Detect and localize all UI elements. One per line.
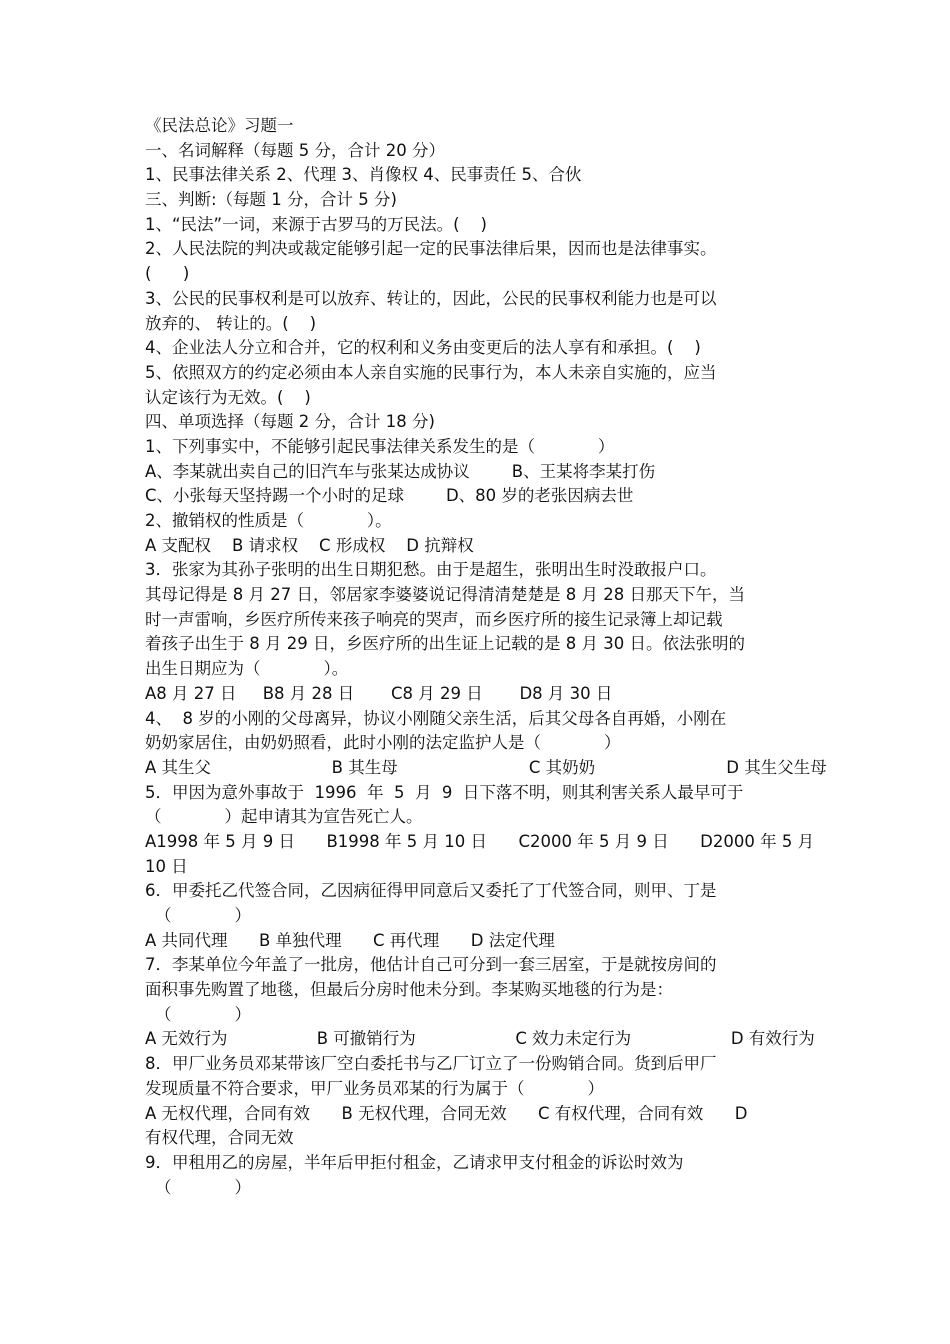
answer-options-line: A1998 年 5 月 9 日 B1998 年 5 月 10 日 C2000 年 5 月 9 日 D2000 年 5 月 xyxy=(145,831,815,851)
text-line: 有权代理，合同无效 xyxy=(145,1128,294,1148)
text-line: 放弃的、 转让的。( ) xyxy=(145,313,317,333)
question-line: 5．甲因为意外事故于 1996 年 5 月 9 日下落不明，则其利害关系人最早可于 xyxy=(145,782,744,802)
question-line: 2、人民法院的判决或裁定能够引起一定的民事法律后果，因而也是法律事实。 xyxy=(145,239,717,259)
answer-options-line: A8 月 27 日 B8 月 28 日 C8 月 29 日 D8 月 30 日 xyxy=(145,683,613,703)
text-line: 其母记得是 8 月 27 日，邻居家李婆婆说记得清清楚楚是 8 月 28 日那天下午，当 xyxy=(145,585,745,605)
section-heading: 一、名词解释（每题 5 分，合计 20 分） xyxy=(145,140,445,160)
text-line: （ ） xyxy=(155,1177,251,1197)
question-line: 6．甲委托乙代签合同，乙因病征得甲同意后又委托了丁代签合同，则甲、丁是 xyxy=(145,881,717,901)
section-heading: 三、判断:（每题 1 分，合计 5 分) xyxy=(145,190,397,210)
question-line: 5、依照双方的约定必须由本人亲自实施的民事行为，本人未亲自实施的，应当 xyxy=(145,362,717,382)
question-line: 3．张家为其孙子张明的出生日期犯愁。由于是超生，张明出生时没敢报户口。 xyxy=(145,560,717,580)
answer-options-line: C、小张每天坚持踢一个小时的足球 D、80 岁的老张因病去世 xyxy=(145,486,634,506)
question-line: 1、“民法”一词，来源于古罗马的万民法。( ) xyxy=(145,214,487,234)
question-line: 4、 8 岁的小刚的父母离异，协议小刚随父亲生活，后其父母各自再婚，小刚在 xyxy=(145,708,727,728)
text-line: ( ) xyxy=(145,264,190,284)
question-line: 4、企业法人分立和合并，它的权利和义务由变更后的法人享有和承担。( ) xyxy=(145,338,701,358)
answer-options-line: A 共同代理 B 单独代理 C 再代理 D 法定代理 xyxy=(145,930,555,950)
text-line: 面积事先购置了地毯，但最后分房时他未分到。李某购买地毯的行为是： xyxy=(145,980,673,1000)
question-line: 1、下列事实中，不能够引起民事法律关系发生的是（ ） xyxy=(145,436,615,456)
text-line: 出生日期应为（ ）。 xyxy=(145,659,349,679)
question-line: 7．李某单位今年盖了一批房，他估计自己可分到一套三居室，于是就按房间的 xyxy=(145,955,717,975)
text-line: 着孩子出生于 8 月 29 日，乡医疗所的出生证上记载的是 8 月 30 日。依法张明的 xyxy=(145,634,745,654)
text-line: 发现质量不符合要求，甲厂业务员邓某的行为属于（ ） xyxy=(145,1078,604,1098)
answer-options-line: A 支配权 B 请求权 C 形成权 D 抗辩权 xyxy=(145,535,474,555)
text-line: （ ）起申请其为宣告死亡人。 xyxy=(145,807,423,827)
text-line: 奶奶家居住，由奶奶照看，此时小刚的法定监护人是（ ） xyxy=(145,733,621,753)
question-line: 2、撤销权的性质是（ ）。 xyxy=(145,511,392,530)
text-line: 时一声雷响，乡医疗所传来孩子响亮的哭声，而乡医疗所的接生记录簿上却记载 xyxy=(145,609,723,629)
section-heading: 四、单项选择（每题 2 分，合计 18 分) xyxy=(145,412,435,432)
answer-options-line: A 其生父 B 其生母 C 其奶奶 D 其生父生母 xyxy=(145,757,827,777)
question-line: 8．甲厂业务员邓某带该厂空白委托书与乙厂订立了一份购销合同。货到后甲厂 xyxy=(145,1054,717,1074)
text-line: （ ） xyxy=(155,1004,251,1024)
document-title: 《民法总论》习题一 xyxy=(145,116,294,135)
text-line: 10 日 xyxy=(145,856,188,876)
answer-options-line: A 无效行为 B 可撤销行为 C 效力未定行为 D 有效行为 xyxy=(145,1029,815,1049)
text-line: （ ） xyxy=(155,906,251,925)
answer-options-line: A、李某就出卖自己的旧汽车与张某达成协议 B、王某将李某打伤 xyxy=(145,461,656,481)
text-line: 1、民事法律关系 2、代理 3、肖像权 4、民事责任 5、合伙 xyxy=(145,165,582,185)
text-line: 认定该行为无效。( ) xyxy=(145,387,311,407)
document-body xyxy=(145,114,827,1200)
answer-options-line: A 无权代理，合同有效 B 无权代理，合同无效 C 有权代理，合同有效 D xyxy=(145,1103,748,1123)
question-line: 3、公民的民事权利是可以放弃、转让的，因此，公民的民事权利能力也是可以 xyxy=(145,288,717,308)
question-line: 9．甲租用乙的房屋，半年后甲拒付租金，乙请求甲支付租金的诉讼时效为 xyxy=(145,1152,684,1172)
